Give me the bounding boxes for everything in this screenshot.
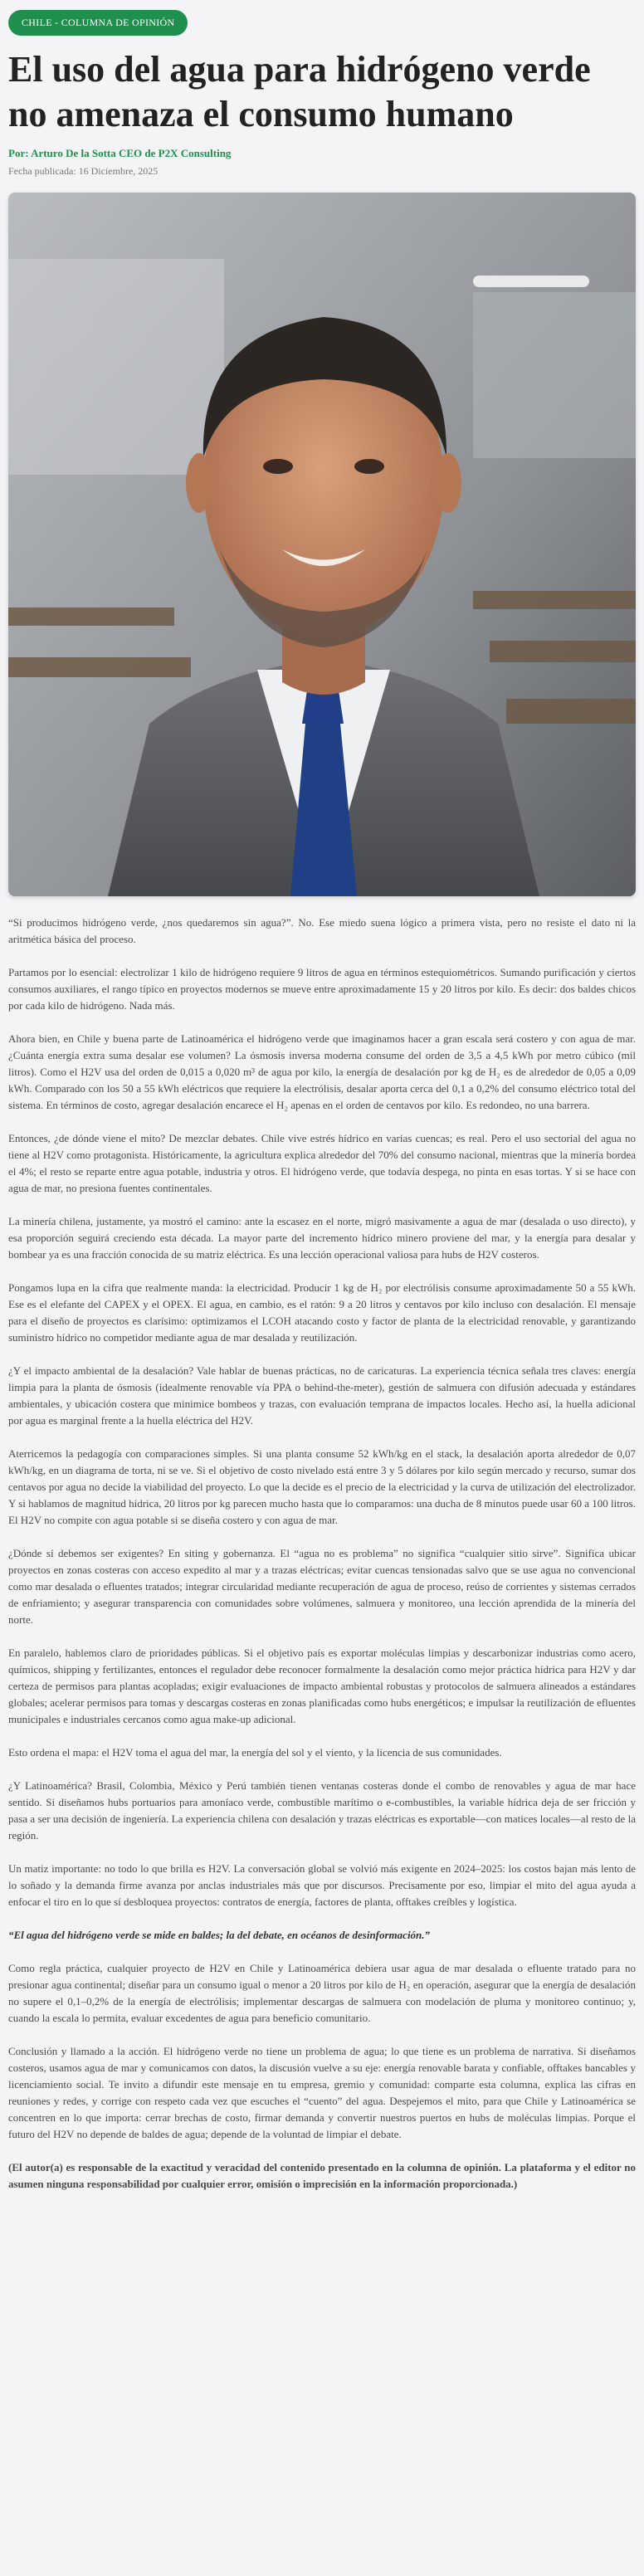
article-paragraph: “Si producimos hidrógeno verde, ¿nos quedaremos sin agua?”. No. Ese miedo suena lógico a primera vista, pero no resiste el dato ni la aritmética básica del proceso. bbox=[8, 916, 636, 945]
article-paragraph: Partamos por lo esencial: electrolizar 1 kilo de hidrógeno requiere 9 litros de agua en términos estequiométricos. Sumando purificación y ciertos consumos auxiliares, el rango típico en proyectos modernos se mueve entre aproximadamente 15 y 20 litros por kilo. Es decir: dos baldes chicos por cada kilo de hidrógeno. Nada más. bbox=[8, 966, 636, 1012]
article-body bbox=[8, 915, 636, 2193]
article-paragraph: ¿Y Latinoamérica? Brasil, Colombia, México y Perú también tienen ventanas costeras donde el combo de renovables y agua de mar hace sentido. Si diseñamos hubs portuarios para amoníaco verde, combustible marítimo o e-combustibles, la variable hídrica deja de ser fricción y pasa a ser una decisión de ingeniería. La experiencia chilena con desalación y trazas eléctricas es exportable—con matices locales—al resto de la región. bbox=[8, 1779, 636, 1842]
category-badge[interactable]: CHILE - COLUMNA DE OPINIÓN bbox=[8, 10, 188, 36]
article-paragraph: Entonces, ¿de dónde viene el mito? De mezclar debates. Chile vive estrés hídrico en varias cuencas; es real. Pero el uso sectorial del agua no tiene al H2V como protagonista. Históricamente, la agricultura explica alrededor del 70% del consumo nacional, mientras que la minería bordea el 4%; el resto se reparte entre agua potable, industria y otros. El hidrógeno verde, que todavía despega, no pinta en esas tortas. Y si se hace con agua de mar, no presiona fuentes continentales. bbox=[8, 1132, 636, 1194]
article-paragraph: Pongamos lupa en la cifra que realmente manda: la electricidad. Producir 1 kg de H₂ por electrólisis consume aproximadamente 50 a 55 kWh. Ese es el elefante del CAPEX y el OPEX. El agua, en cambio, es el ratón: 9 a 20 litros y centavos por kilo incluso con desalación. El mensaje para el diseño de proyectos es clarísimo: optimizamos el LCOH atacando costo y factor de planta de la electricidad renovable, y garantizando suministro hídrico no competidor mediante agua de mar desalada y reutilización. bbox=[8, 1281, 636, 1344]
article-paragraph: Ahora bien, en Chile y buena parte de Latinoamérica el hidrógeno verde que imaginamos hacer a gran escala será costero y con agua de mar. ¿Cuánta energía extra suma desalar ese volumen? La ósmosis inversa moderna consume del orden de 3,5 a 4,5 kWh por metro cúbico (mil litros). Como el H2V usa del orden de 0,015 a 0,020 m³ de agua por kilo, la energía de desalación por kg de H₂ es de alrededor de 0,05 a 0,09 kWh. Comparado con los 50 a 55 kWh eléctricos que requiere la electrólisis, desalar aporta cerca del 0,1 a 0,2% del consumo eléctrico total del sistema. En términos de costo, agregar desalación encarece el H₂ apenas en el orden de centavos por kilo. Es redondeo, no una barrera. bbox=[8, 1032, 636, 1111]
article-paragraph: En paralelo, hablemos claro de prioridades públicas. Si el objetivo país es exportar moléculas limpias y descarbonizar industrias como acero, químicos, shipping y fertilizantes, entonces el regulador debe reconocer formalmente la desalación como mejor práctica hídrica para H2V y dar certeza de permisos para plantas acopladas; exigir evaluaciones de impacto ambiental robustas y protocolos de salmuera alineados a estándares globales; acelerar permisos para tomas y descargas costeras en zonas planificadas como hubs energéticos; e impulsar la reutilización de efluentes municipales e industriales cercanos como agua make-up adicional. bbox=[8, 1647, 636, 1725]
author-photo bbox=[8, 193, 636, 896]
article-title: El uso del agua para hidrógeno verde no amenaza el consumo humano bbox=[8, 49, 591, 134]
publish-date: Fecha publicada: 16 Diciembre, 2025 bbox=[8, 165, 159, 177]
disclaimer: (El autor(a) es responsable de la exactitud y veracidad del contenido presentado en la columna de opinión. La plataforma y el editor no asumen ninguna responsabilidad por cualquier error, omisión o imprecisión en la información proporcionada.) bbox=[8, 2161, 636, 2190]
article-paragraph: ¿Dónde sí debemos ser exigentes? En siting y gobernanza. El “agua no es problema” no significa “cualquier sitio sirve”. Significa ubicar proyectos en zonas costeras con acceso expedito al mar y a trazas eléctricas; evitar cuencas tensionadas salvo que se use agua no convencional como mar desalada o efluentes tratados; integrar circularidad mediante recuperación de agua de proceso, reúso de corrientes y sistemas cerrados de enfriamiento; y asegurar transparencia con comunidades sobre volúmenes, salmuera y monitoreo, una lección aprendida de la minería del norte. bbox=[8, 1547, 636, 1626]
article-paragraph: Conclusión y llamado a la acción. El hidrógeno verde no tiene un problema de agua; lo que tiene es un problema de narrativa. Si diseñamos costeros, usamos agua de mar y comunicamos con datos, la discusión vuelve a su eje: energía renovable barata y confiable, offtakes bancables y licenciamiento social. Te invito a difundir este mensaje en tu empresa, gremio y comunidad: comparte esta columna, explica las cifras en reuniones y redes, y corrige con respeto cada vez que escuches el “cuento” del agua. Despejemos el mito, para que Chile y Latinoamérica se concentren en lo que importa: cerrar brechas de costo, firmar demanda y convertir nuestros puertos en hubs de moléculas limpias. Porque el futuro del H2V no depende de baldes de agua; depende de la voluntad de limpiar el debate. bbox=[8, 2045, 636, 2140]
pull-quote: “El agua del hidrógeno verde se mide en baldes; la del debate, en océanos de desinformación.” bbox=[8, 1929, 431, 1941]
article-paragraph: La minería chilena, justamente, ya mostró el camino: ante la escasez en el norte, migró masivamente a agua de mar (desalada o uso directo), y esa proporción seguirá creciendo esta década. La mayor parte del incremento hídrico minero proviene del mar, y la energía para desalar y bombear ya es una fracción conocida de su matriz eléctrica. Es una lección operacional valiosa para hubs de H2V costeros. bbox=[8, 1215, 636, 1261]
article-paragraph: Como regla práctica, cualquier proyecto de H2V en Chile y Latinoamérica debiera usar agua de mar desalada o efluente tratado para no presionar agua continental; diseñar para un consumo igual o menor a 20 litros por kilo de H₂ en operación, asegurar que la energía de desalación no supere el 0,1–0,2% de la energía de electrólisis; implementar descargas de salmuera con modelación de pluma y monitoreo continuo; y, cuando la escala lo permita, evaluar excedentes de agua para beneficio comunitario. bbox=[8, 1962, 636, 2024]
article-paragraph: Esto ordena el mapa: el H2V toma el agua del mar, la energía del sol y el viento, y la licencia de sus comunidades. bbox=[8, 1746, 502, 1759]
article-paragraph: Aterricemos la pedagogía con comparaciones simples. Si una planta consume 52 kWh/kg en el stack, la desalación aporta alrededor de 0,07 kWh/kg, en un diagrama de torta, ni se ve. Si el objetivo de costo nivelado está entre 3 y 5 dólares por kilo según mercado y recurso, sumar dos centavos por agua no decide la viabilidad del proyecto. Lo que la decide es el precio de la electricidad y la curva de utilización del electrolizador. Y si hablamos de magnitud hídrica, 20 litros por kg parecen mucho hasta que lo comparamos: una ducha de 8 minutos puede usar 60 a 100 litros. El H2V no compite con agua potable si se diseña costero y con agua de mar. bbox=[8, 1447, 636, 1526]
author-line[interactable]: Por: Arturo De la Sotta CEO de P2X Consulting bbox=[8, 147, 232, 159]
article-paragraph: ¿Y el impacto ambiental de la desalación? Vale hablar de buenas prácticas, no de caricaturas. La experiencia técnica señala tres claves: energía limpia para la planta de ósmosis (idealmente renovable vía PPA o behind-the-meter), gestión de salmuera con difusión adecuada y estándares ambientales, y ubicación costera que minimice bombeos y trazas, con evaluación temprana de impactos locales. Hecho así, la huella adicional por agua es marginal frente a la huella eléctrica del H2V. bbox=[8, 1364, 636, 1427]
article-paragraph: Un matiz importante: no todo lo que brilla es H2V. La conversación global se volvió más exigente en 2024–2025: los costos bajan más lento de lo soñado y la demanda firme avanza por anclas industriales más que por discursos. Precisamente por eso, limpiar el mito del agua ayuda a enfocar el tiro en lo que sí desbloquea proyectos: contratos de energía, factores de planta, offtakes creíbles y logística. bbox=[8, 1862, 636, 1908]
